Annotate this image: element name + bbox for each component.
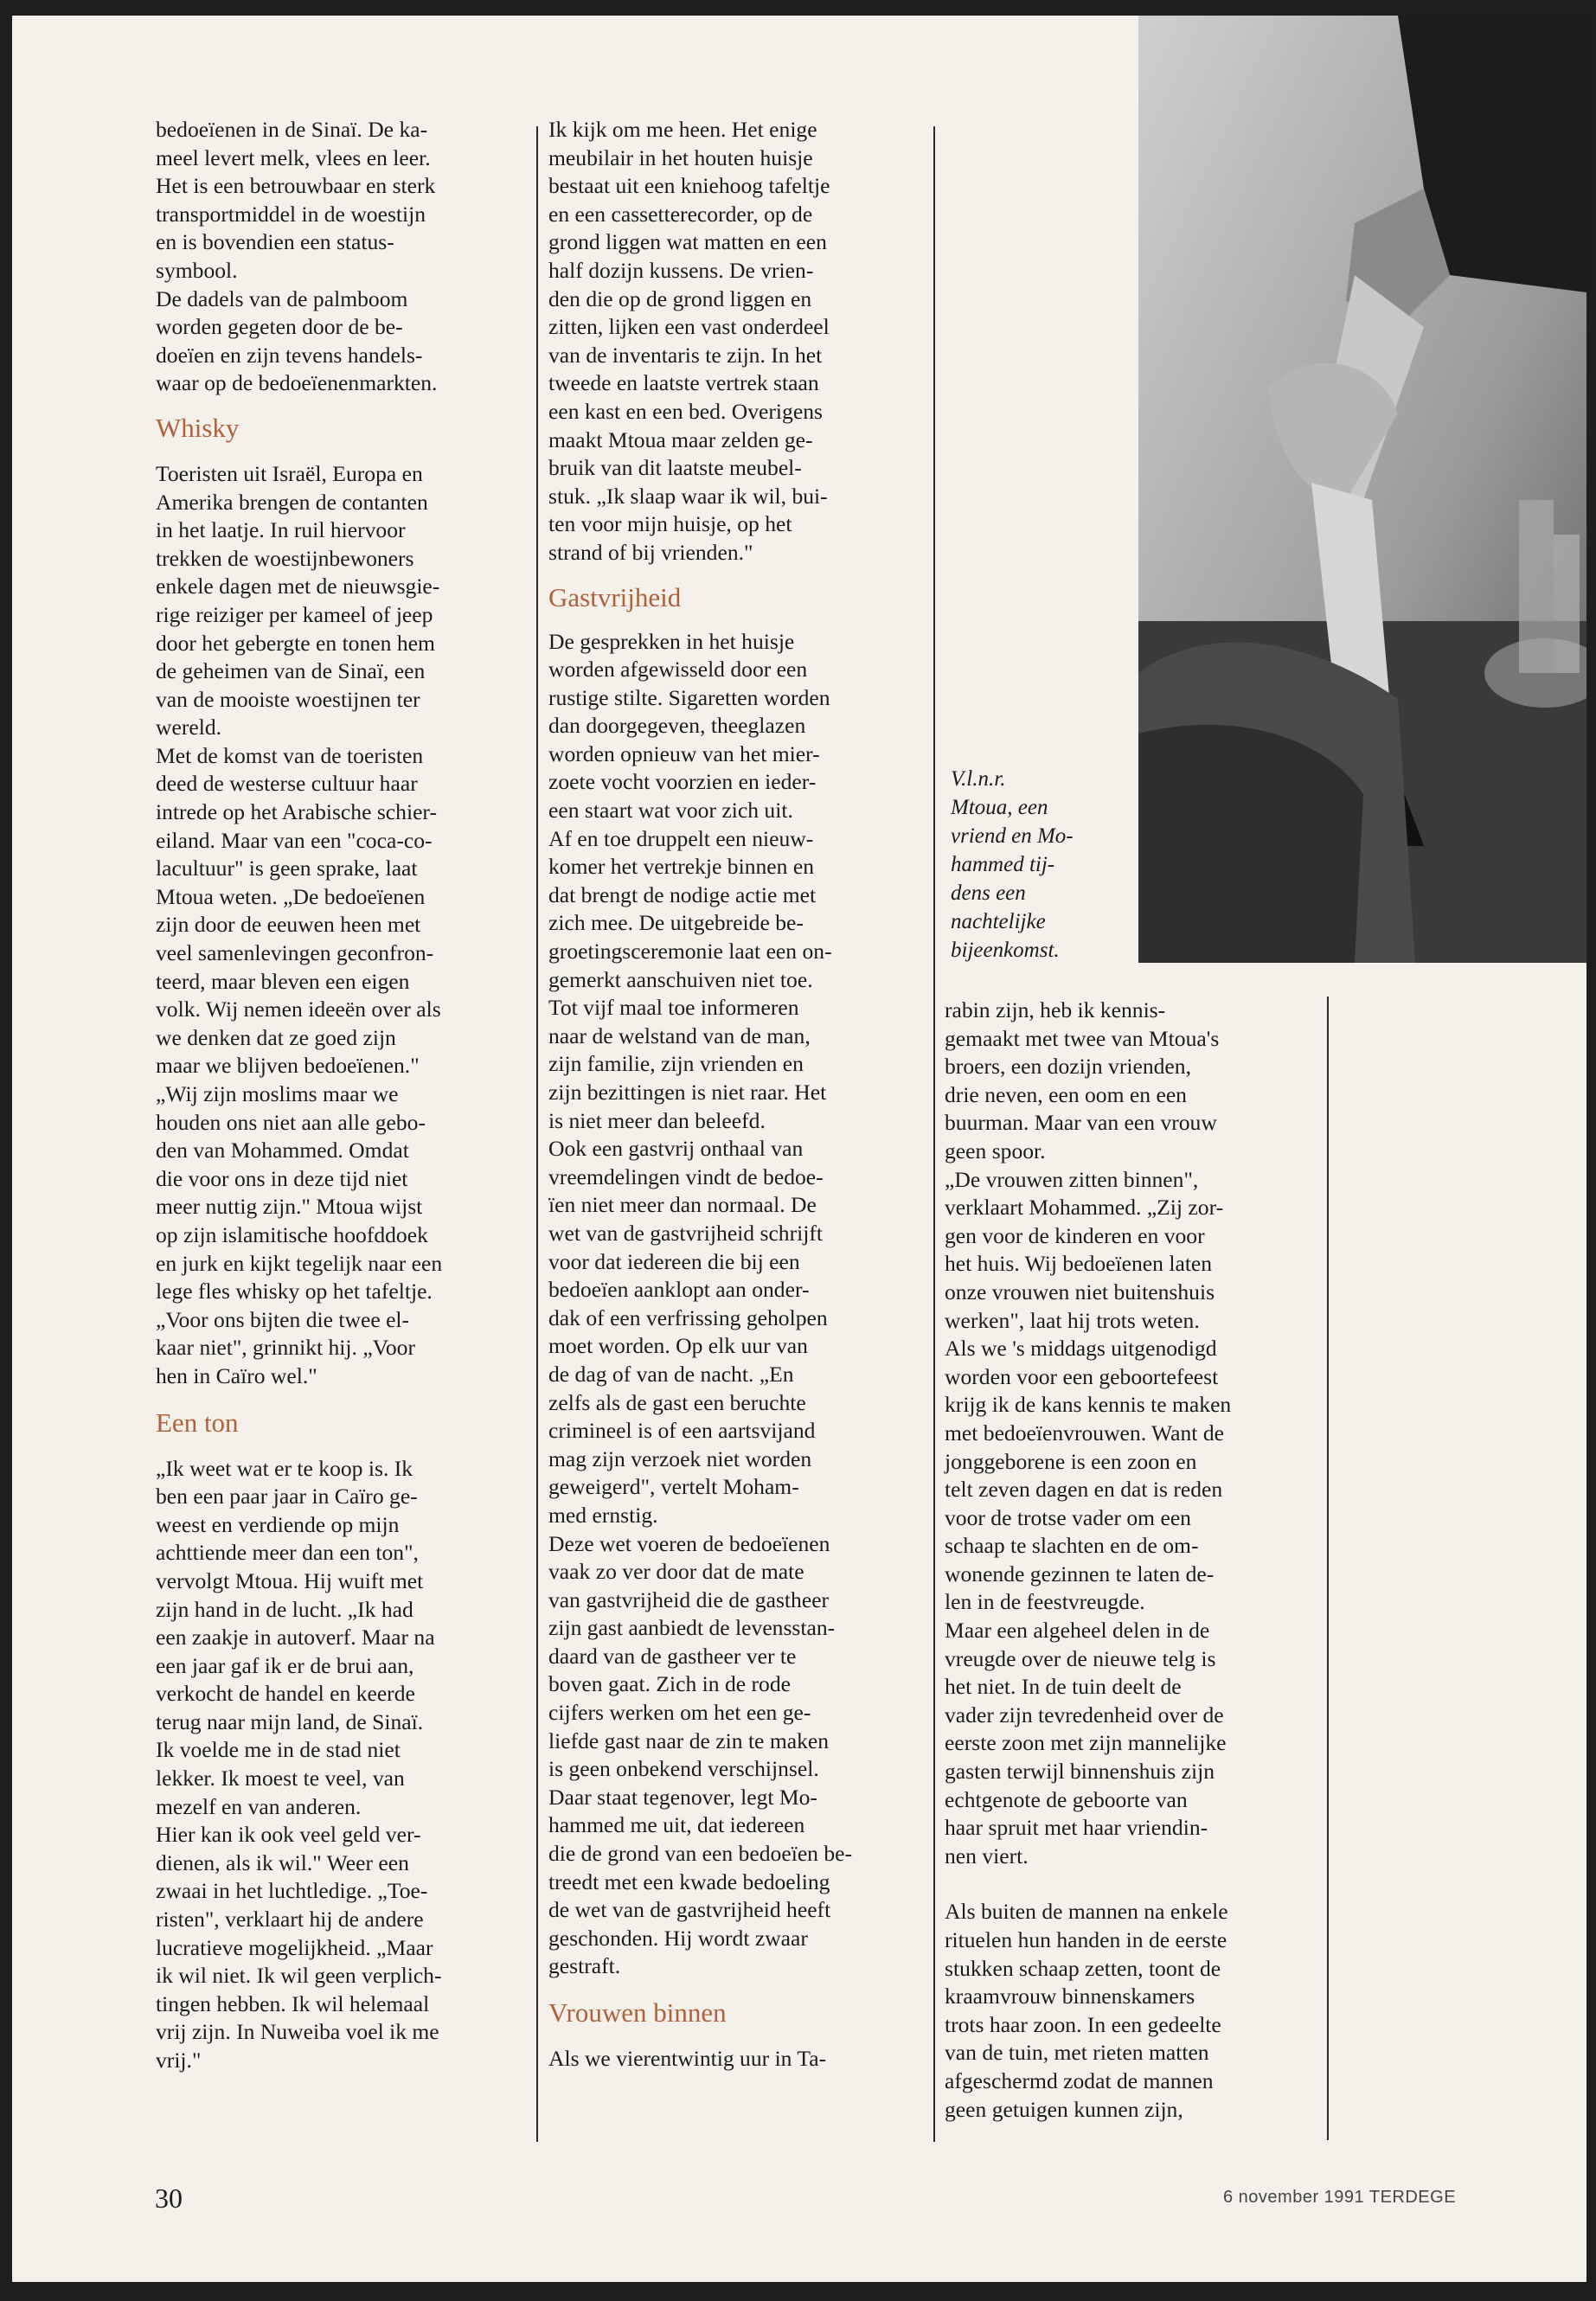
section-heading-een-ton: Een ton	[156, 1407, 239, 1438]
paragraph: bedoeïenen in de Sinaï. De ka- meel levert melk, vlees en leer. Het is een betrouwbaar en sterk transportmiddel in de woestijn en is bovendien een status- symbool. De dadels van de palmboom worden gegeten door de be- doeïen en zijn tevens handels- waar op de bedoeïenenmarkten.	[156, 117, 438, 396]
paragraph: „Ik weet wat er te koop is. Ik ben een paar jaar in Caïro ge- weest en verdiende op mijn achttiende meer dan een ton", vervolgt Mtoua. Hij wuift met zijn hand in de lucht. „Ik had een zaakje in autoverf. Maar na een jaar gaf ik er de brui aan, verkocht de handel en keerde terug naar mijn land, de Sinaï. Ik voelde me in de stad niet lekker. Ik moest te veel, van mezelf en van anderen. Hier kan ik ook veel geld ver- dienen, als ik wil." Weer een zwaai in het luchtledige. „Toe- risten", verklaart hij de andere lucratieve mogelijkheid. „Maar ik wil niet. Ik wil geen verplich- tingen hebben. Ik wil helemaal vrij zijn. In Nuweiba voel ik me vrij."	[156, 1455, 442, 2073]
section-heading-gastvrijheid: Gastvrijheid	[548, 581, 682, 612]
column-divider	[536, 126, 538, 2142]
paragraph: Als buiten de mannen na enkele rituelen hun handen in de eerste stukken schaap zetten, toont de kraamvrouw binnenskamers trots haar zoon. In een gedeelte van de tuin, met rieten matten afgeschermd zodat de mannen geen getuigen kunnen zijn,	[945, 1899, 1228, 2122]
paragraph: Ik kijk om me heen. Het enige meubilair in het houten huisje bestaat uit een kniehoog tafeltje en een cassetterecorder, op de grond liggen wat matten en een half dozijn kussens. De vrien- den die op de grond liggen en zitten, lijken een vast onderdeel van de inventaris te zijn. In het tweede en laatste vertrek staan een kast en een bed. Overigens maakt Mtoua maar zelden ge- bruik van dit laatste meubel- stuk. „Ik slaap waar ik wil, bui- ten voor mijn huisje, op het strand of bij vrienden."	[548, 117, 830, 565]
photo-caption: V.l.n.r. Mtoua, een vriend en Mo- hammed tij- dens een nachtelijke bijeenkomst.	[951, 767, 1074, 962]
section-heading-vrouwen-binnen: Vrouwen binnen	[548, 1997, 727, 2028]
footer-date-publication: 6 november 1991 TERDEGE	[1223, 2188, 1457, 2207]
column-2	[548, 116, 929, 2073]
column-divider	[933, 126, 935, 2142]
magazine-page	[12, 16, 1586, 2282]
page-number: 30	[155, 2182, 183, 2214]
column-divider	[1327, 997, 1329, 2140]
photo-illustration	[1138, 16, 1586, 963]
photo-men-gathering	[1138, 16, 1586, 963]
paragraph: Als we vierentwintig uur in Ta-	[548, 2046, 827, 2071]
column-3	[945, 997, 1325, 2124]
paragraph: Toeristen uit Israël, Europa en Amerika brengen de contanten in het laatje. In ruil hiervoor trekken de woestijnbewoners enkele dagen met de nieuwsgie- rige reiziger per kameel of jeep door het gebergte en tonen hem de geheimen van de Sinaï, een van de mooiste woestijnen ter wereld. Met de komst van de toeristen deed de westerse cultuur haar intrede op het Arabische schier- eiland. Maar van een "coca-co- lacultuur" is geen sprake, laat Mtoua weten. „De bedoeïenen zijn door de eeuwen heen met veel samenlevingen geconfron- teerd, maar bleven een eigen volk. Wij nemen ideeën over als we denken dat ze goed zijn maar we blijven bedoeïenen." „Wij zijn moslims maar we houden ons niet aan alle gebo- den van Mohammed. Omdat die voor ons in deze tijd niet meer nuttig zijn." Mtoua wijst op zijn islamitische hoofddoek en jurk en kijkt tegelijk naar een lege fles whisky op het tafeltje. „Voor ons bijten die twee el- kaar niet", grinnikt hij. „Voor hen in Caïro wel."	[156, 460, 443, 1388]
paragraph: De gesprekken in het huisje worden afgewisseld door een rustige stilte. Sigaretten worden dan doorgegeven, theeglazen worden opnieuw van het mier- zoete vocht voorzien en ieder- een staart wat voor zich uit. Af en toe druppelt een nieuw- komer het vertrekje binnen en dat brengt de nodige actie met zich mee. De uitgebreide be- groetingsceremonie laat een on- gemerkt aanschuiven niet toe. Tot vijf maal toe informeren naar de welstand van de man, zijn familie, zijn vrienden en zijn bezittingen is niet raar. Het is niet meer dan beleefd. Ook een gastvrij onthaal van vreemdelingen vindt de bedoe- ïen niet meer dan normaal. De wet van de gastvrijheid schrijft voor dat iedereen die bij een bedoeïen aanklopt aan onder- dak of een verfrissing geholpen moet worden. Op elk uur van de dag of van de nacht. „En zelfs als de gast een beruchte crimineel is of een aartsvijand mag zijn verzoek niet worden geweigerd", vertelt Moham- med ernstig. Deze wet voeren de bedoeïenen vaak zo ver door dat de mate van gastvrijheid die de gastheer zijn gast aanbiedt de levensstan- daard van de gastheer ver te boven gaat. Zich in de rode cijfers werken om het een ge- liefde gast naar de zin te maken is geen onbekend verschijnsel. Daar staat tegenover, legt Mo- hammed me uit, dat iedereen die de grond van een bedoeïen be- treedt met een kwade bedoeling de wet van de gastvrijheid heeft geschonden. Hij wordt zwaar gestraft.	[548, 628, 853, 1979]
column-1	[156, 116, 536, 2075]
section-heading-whisky: Whisky	[156, 412, 240, 443]
paragraph: rabin zijn, heb ik kennis- gemaakt met twee van Mtoua's broers, een dozijn vrienden, drie neven, een oom en een buurman. Maar van een vrouw geen spoor. „De vrouwen zitten binnen", verklaart Mohammed. „Zij zor- gen voor de kinderen en voor het huis. Wij bedoeïenen laten onze vrouwen niet buitenshuis werken", laat hij trots weten. Als we 's middags uitgenodigd worden voor een geboortefeest krijg ik de kans kennis te maken met bedoeïenvrouwen. Want de jonggeborene is een zoon en telt zeven dagen en dat is reden voor de trotse vader om een schaap te slachten en de om- wonende gezinnen te laten de- len in de feestvreugde. Maar een algeheel delen in de vreugde over de nieuwe telg is het niet. In de tuin deelt de vader zijn tevredenheid over de eerste zoon met zijn mannelijke gasten terwijl binnenshuis zijn echtgenote de geboorte van haar spruit met haar vriendin- nen viert.	[945, 997, 1232, 1868]
